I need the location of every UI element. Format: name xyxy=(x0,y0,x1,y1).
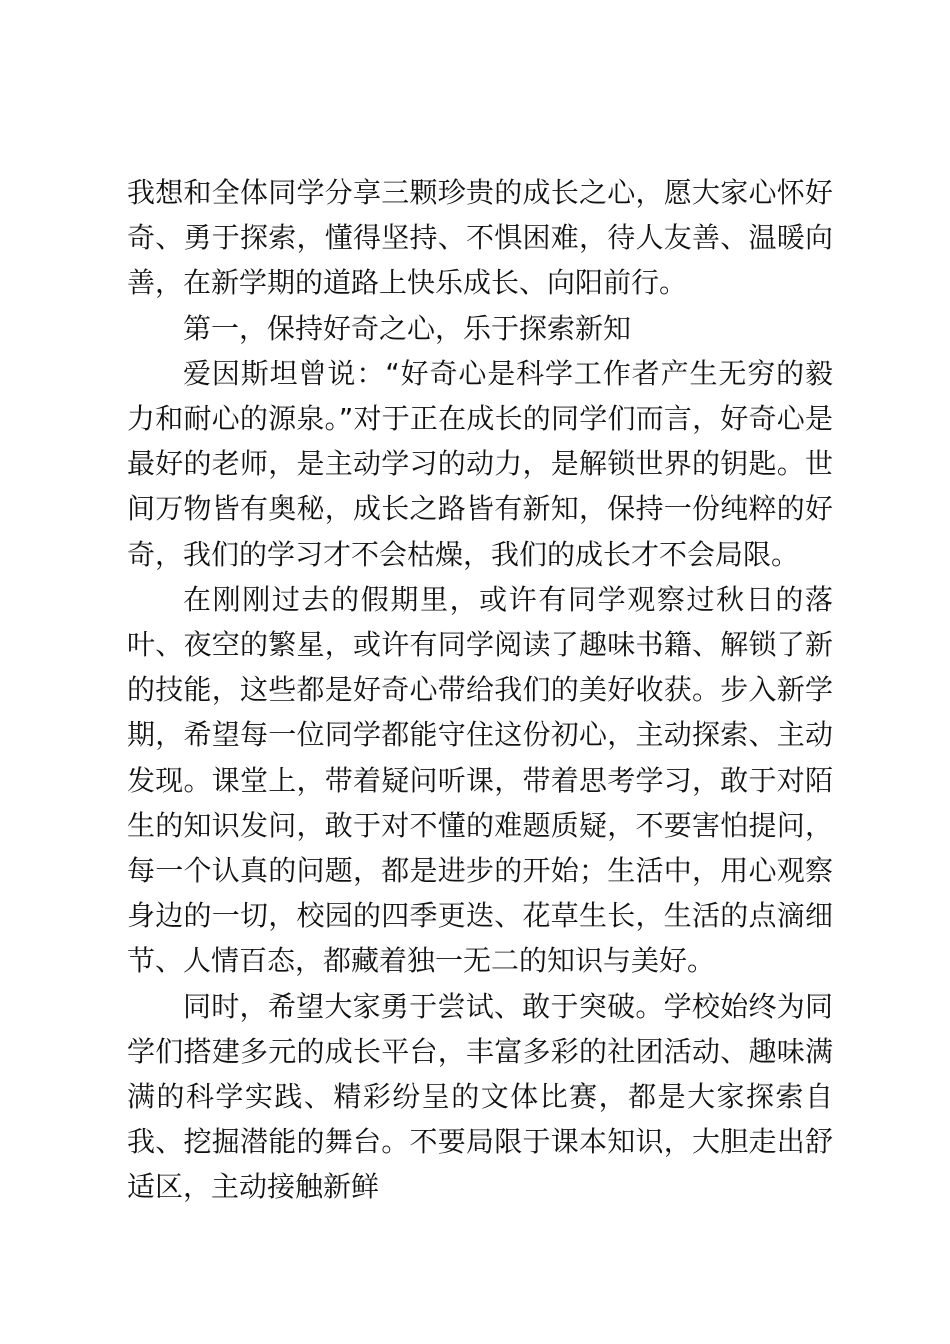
body-paragraph: 在刚刚过去的假期里，或许有同学观察过秋日的落叶、夜空的繁星，或许有同学阅读了趣味书籍、解锁了新的技能，这些都是好奇心带给我们的美好收获。步入新学期，希望每一位同学都能守住这份初心，主动探索、主动发现。课堂上，带着疑问听课，带着思考学习，敢于对陌生的知识发问，敢于对不懂的难题质疑，不要害怕提问，每一个认真的问题，都是进步的开始；生活中，用心观察身边的一切，校园的四季更迭、花草生长，生活的点滴细节、人情百态，都藏着独一无二的知识与美好。 xyxy=(127,582,833,978)
document-body xyxy=(127,170,833,1210)
body-paragraph: 爱因斯坦曾说：“好奇心是科学工作者产生无穷的毅力和耐心的源泉。”对于正在成长的同学们而言，好奇心是最好的老师，是主动学习的动力，是解锁世界的钥匙。世间万物皆有奥秘，成长之路皆有新知，保持一份纯粹的好奇，我们的学习才不会枯燥，我们的成长才不会局限。 xyxy=(127,356,833,571)
intro-paragraph: 我想和全体同学分享三颗珍贵的成长之心，愿大家心怀好奇、勇于探索，懂得坚持、不惧困难，待人友善、温暖向善，在新学期的道路上快乐成长、向阳前行。 xyxy=(127,176,833,300)
section-heading: 第一，保持好奇之心，乐于探索新知 xyxy=(183,311,632,345)
body-paragraph: 同时，希望大家勇于尝试、敢于突破。学校始终为同学们搭建多元的成长平台，丰富多彩的社团活动、趣味满满的科学实践、精彩纷呈的文体比赛，都是大家探索自我、挖掘潜能的舞台。不要局限于课本知识，大胆走出舒适区，主动接触新鲜 xyxy=(127,989,833,1204)
